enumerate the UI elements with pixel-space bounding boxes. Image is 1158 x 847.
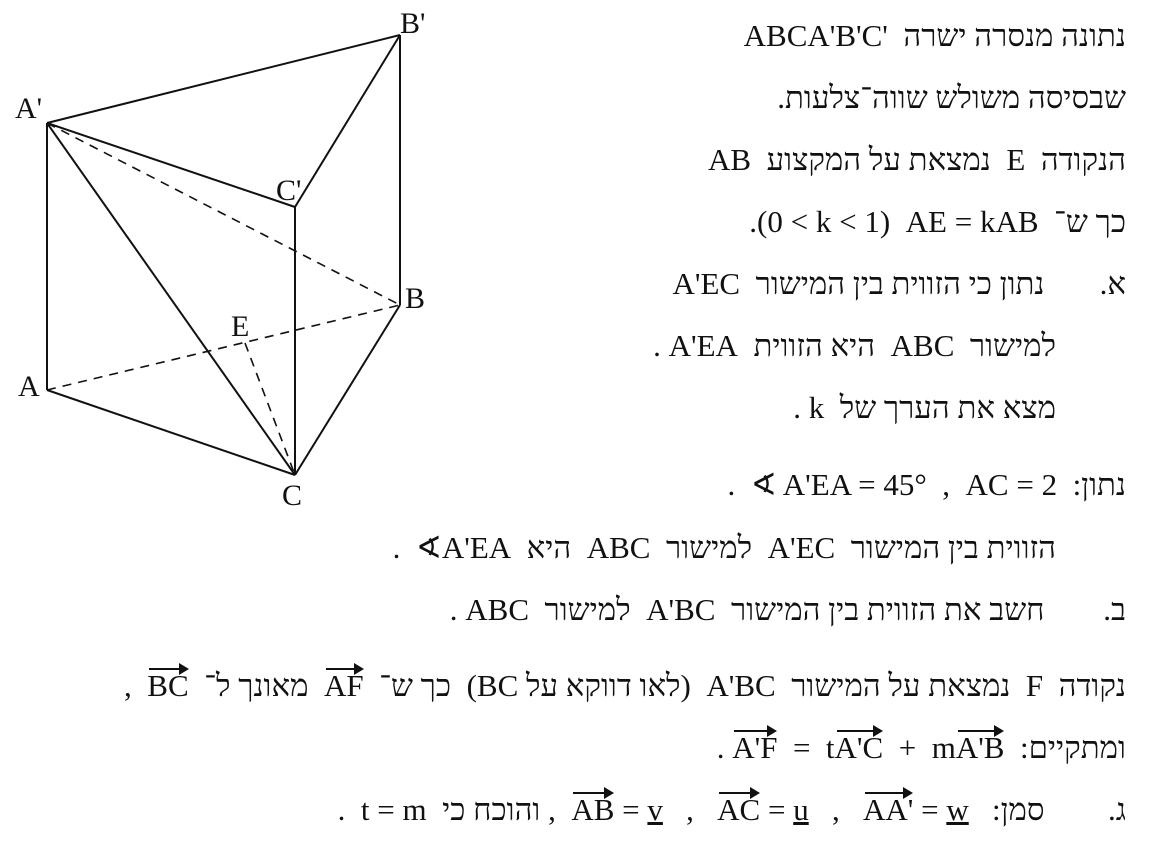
math-plane-aec: A'EC	[672, 266, 741, 301]
text-segment: חשב את הזווית בין המישור	[730, 592, 1045, 627]
text-segment: למישור	[665, 530, 753, 565]
math-edge-ab: AB	[708, 142, 752, 177]
hidden-edge-a-prime-b	[47, 123, 400, 305]
math-plane-aec: A'EC	[767, 530, 836, 565]
text-segment: .	[337, 792, 346, 827]
edge-c-b	[295, 305, 400, 475]
text-segment: נקודה	[1058, 668, 1126, 703]
section-b-number: ב.	[1103, 592, 1126, 627]
edge-b-prime-c-prime	[295, 35, 400, 207]
text-segment: הזווית בין המישור	[850, 530, 1056, 565]
label-b-prime: B'	[400, 7, 426, 40]
prism-diagram	[0, 0, 470, 520]
vector-af: AF	[324, 666, 364, 706]
section-b-line-1	[450, 590, 1126, 630]
scalar-t: t	[825, 730, 835, 765]
text-segment: כך ש־	[379, 668, 452, 703]
section-a-number: א.	[1099, 266, 1126, 301]
label-e: E	[231, 310, 250, 343]
text-segment: ,	[124, 668, 132, 703]
text-segment: שבסיסה משולש שווה־צלעות.	[777, 80, 1126, 115]
given-line-1	[728, 465, 1126, 505]
text-segment: .	[727, 467, 736, 502]
label-a: A	[18, 370, 40, 403]
text-segment: ,	[942, 467, 951, 502]
edge-a-prime-c	[47, 123, 295, 475]
math-k-range: (0 < k < 1)	[757, 204, 891, 239]
text-segment: )	[466, 668, 477, 703]
text-segment: =	[767, 792, 794, 827]
text-segment: ,	[831, 792, 840, 827]
text-segment: .	[653, 328, 661, 363]
math-u-def	[717, 790, 809, 830]
text-segment: .	[392, 530, 401, 565]
vector-ab-prime: A'B	[956, 728, 1005, 768]
math-angle-aea: A'EA	[668, 328, 738, 363]
label-c: C	[282, 479, 303, 512]
text-segment: +	[898, 730, 917, 765]
point-f-line-2	[717, 728, 1126, 768]
vector-u: u	[793, 792, 809, 827]
math-plane-bc: A'BC	[646, 592, 716, 627]
math-prism-name: ABCA'B'C'	[743, 18, 888, 53]
math-plane-abc: ABC	[586, 530, 651, 565]
math-t-equals-m: t = m	[360, 792, 427, 827]
edge-a-prime-c-prime	[47, 123, 295, 207]
point-f-line-1	[124, 666, 1126, 706]
text-segment: נמצאת על המישור	[791, 668, 1011, 703]
text-segment: מאונך ל־	[204, 668, 309, 703]
text-segment: .	[793, 390, 801, 425]
math-k: k	[808, 390, 825, 425]
text-segment: נתון:	[1072, 467, 1126, 502]
scalar-m: m	[931, 730, 956, 765]
math-bc: BC	[476, 668, 519, 703]
text-segment: .	[749, 204, 758, 239]
label-b: B	[405, 282, 426, 315]
math-point-e: E	[1006, 142, 1026, 177]
hidden-edge-a-b	[47, 305, 400, 390]
math-plane-abc: ABC	[890, 328, 955, 363]
edge-a-c	[47, 390, 295, 475]
text-segment: למישור	[544, 592, 631, 627]
math-angle-aea: ∢A'EA	[415, 530, 512, 565]
intro-line-4	[749, 202, 1126, 242]
text-segment: .	[716, 730, 725, 765]
text-segment: נמצאת על המקצוע	[766, 142, 991, 177]
text-segment: (לאו דווקא על	[526, 668, 691, 703]
hidden-edge-e-c	[245, 343, 295, 475]
vector-aa-prime: AA'	[863, 790, 913, 830]
vector-ab: AB	[571, 790, 614, 830]
text-segment: היא	[526, 530, 572, 565]
text-segment: נתונה מנסרה ישרה	[903, 18, 1126, 53]
label-c-prime: C'	[276, 174, 302, 207]
edge-a-prime-b-prime	[47, 35, 400, 123]
text-segment: .	[449, 592, 458, 627]
section-a-line-3	[793, 388, 1056, 428]
vector-af-prime: A'F	[732, 728, 777, 768]
vector-v: v	[647, 792, 663, 827]
text-segment: הנקודה	[1040, 142, 1126, 177]
vector-ac-prime: A'C	[835, 728, 884, 768]
vector-ac: AC	[717, 790, 760, 830]
intro-line-3	[708, 140, 1126, 180]
math-ac-value: AC = 2	[965, 467, 1058, 502]
math-vector-equation	[732, 728, 1004, 768]
vector-w: w	[946, 792, 969, 827]
text-segment: =	[792, 730, 811, 765]
section-a-line-1	[673, 264, 1126, 304]
text-segment: היא הזווית	[753, 328, 876, 363]
text-segment: =	[921, 792, 947, 827]
math-point-f: F	[1025, 668, 1044, 703]
text-segment: למישור	[969, 328, 1056, 363]
given-line-2	[393, 528, 1056, 568]
section-a-line-2	[653, 326, 1056, 366]
text-segment: =	[622, 792, 648, 827]
text-segment: ומתקיים:	[1019, 730, 1126, 765]
intro-line-1	[744, 16, 1126, 56]
math-w-def	[863, 790, 969, 830]
vector-bc: BC	[147, 666, 188, 706]
text-segment: נתון כי הזווית בין המישור	[755, 266, 1045, 301]
text-segment: , והוכח כי	[442, 792, 556, 827]
math-plane-abc: ABC	[465, 592, 530, 627]
section-c-line-1	[338, 790, 1126, 830]
text-segment: ,	[686, 792, 694, 827]
label-a-prime: A'	[15, 92, 43, 125]
math-plane-bc: A'BC	[706, 668, 776, 703]
math-angle-value: ∢ A'EA = 45°	[750, 467, 927, 502]
math-v-def	[571, 790, 663, 830]
intro-line-2	[777, 78, 1126, 118]
math-ae-equation: AE = kAB	[905, 204, 1039, 239]
section-c-number: ג.	[1108, 792, 1126, 827]
text-segment: סמן:	[991, 792, 1045, 827]
prism-figure	[0, 0, 470, 520]
text-segment: כך ש־	[1054, 204, 1126, 239]
text-segment: מצא את הערך של	[839, 390, 1056, 425]
